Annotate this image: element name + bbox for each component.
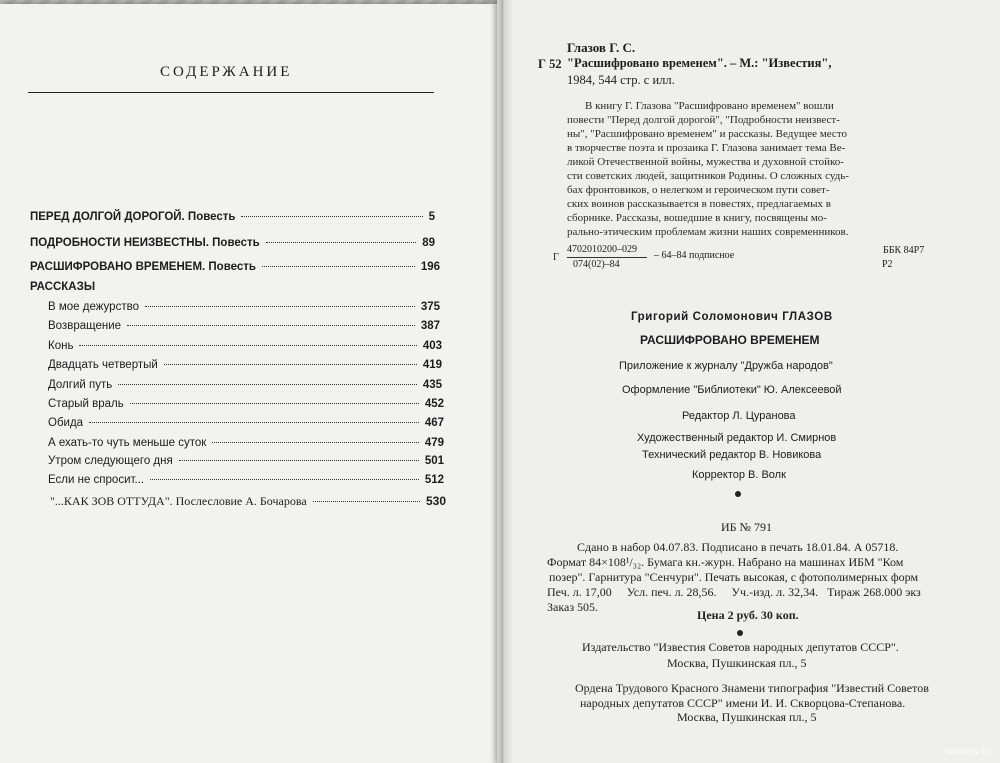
story-page: 512 [424, 474, 444, 486]
imprint-line: позер". Гарнитура "Сенчури". Печать высокая, с фотополимерных форм [549, 570, 919, 584]
book-title: РАСШИФРОВАНО ВРЕМЕНЕМ [640, 333, 820, 347]
leader-dots [130, 403, 419, 404]
printer-line: Ордена Трудового Красного Знамени типография "Известий Советов [575, 681, 929, 695]
imprint-line: Формат 84×108¹/₃₂. Бумага кн.-журн. Набрано на машинах ИБМ "Ком [547, 555, 904, 569]
story-entry [48, 417, 444, 429]
annotation-line: ских воинов рассказывается в повестях, предлагаемых в [567, 198, 831, 210]
afterword-entry [50, 494, 446, 509]
leader-dots [164, 364, 417, 365]
imprint-line: Печ. л. 17,00 Усл. печ. л. 28,56. Уч.-изд. л. 32,34. Тираж 268.000 экз [547, 585, 921, 599]
publication-line: 1984, 544 стр. с илл. [567, 73, 675, 87]
annotation-line: в творчестве поэта и прозаика Г. Глазова занимает тема Ве- [567, 142, 846, 154]
story-page: 435 [422, 379, 442, 391]
story-title: Долгий путь [48, 379, 113, 391]
supplement-line: Приложение к журналу "Дружба народов" [619, 360, 833, 372]
index-denominator: 074(02)–84 [573, 259, 620, 270]
left-page [0, 4, 500, 763]
story-entry [48, 340, 442, 352]
toc-entry-page: 5 [428, 211, 435, 223]
story-title: Если не спросит... [48, 474, 145, 486]
annotation-line: повести "Перед долгой дорогой", "Подробности неизвест- [567, 114, 840, 126]
author-short: Глазов Г. С. [567, 40, 636, 55]
leader-dots [179, 460, 419, 461]
toc-entry-page: 89 [422, 237, 435, 249]
story-page: 479 [424, 437, 444, 449]
imprint-line: Заказ 505. [547, 600, 599, 614]
printer-address: Москва, Пушкинская пл., 5 [677, 710, 817, 724]
toc-entry-label: РАСШИФРОВАНО ВРЕМЕНЕМ. Повесть [30, 261, 256, 273]
annotation-line: ликой Отечественной войны, мужества и духовной стойко- [567, 156, 844, 168]
leader-dots [89, 422, 419, 423]
story-entry [48, 474, 444, 486]
corrector-credit: Корректор В. Волк [692, 469, 786, 481]
story-entry [48, 455, 444, 467]
class-code: Г 52 [538, 57, 562, 71]
annotation-line: сборнике. Рассказы, вошедшие в книгу, посвящены мо- [567, 212, 827, 224]
leader-dots [118, 384, 417, 385]
story-page: 467 [424, 417, 444, 429]
story-title: Обида [48, 417, 84, 429]
toc-entry [30, 261, 440, 273]
annotation-line: рально-этическим проблемам жизни наших современников. [567, 226, 849, 238]
story-page: 419 [422, 359, 442, 371]
story-page: 452 [424, 398, 444, 410]
story-title: Возвращение [48, 320, 122, 332]
story-title: Старый враль [48, 398, 124, 410]
story-entry [48, 437, 444, 449]
leader-dots [262, 266, 415, 267]
story-entry [48, 320, 440, 332]
story-title: В мое дежурство [48, 301, 139, 313]
leader-dots [313, 501, 420, 502]
story-page: 375 [420, 301, 440, 313]
story-title: Конь [48, 340, 74, 352]
afterword-label: "...КАК ЗОВ ОТТУДА". Послесловие А. Бочарова [50, 494, 307, 508]
annotation-line: бах фронтовиков, о нелегком и героическом пути совет- [567, 184, 830, 196]
story-entry [48, 398, 444, 410]
right-page [497, 0, 1000, 763]
art-editor-credit: Художественный редактор И. Смирнов [637, 432, 837, 444]
publisher-line: Издательство "Известия Советов народных депутатов СССР". [582, 640, 899, 654]
price: Цена 2 руб. 30 коп. [697, 608, 799, 622]
tech-editor-credit: Технический редактор В. Новикова [642, 449, 822, 461]
ib-number: ИБ № 791 [721, 520, 773, 534]
annotation-line: ны", "Расшифровано временем" и рассказы. Ведущее место [567, 128, 847, 140]
imprint-line: Сдано в набор 04.07.83. Подписано в печать 18.01.84. А 05718. [577, 540, 899, 554]
story-page: 501 [424, 455, 444, 467]
leader-dots [127, 325, 415, 326]
index-suffix: – 64–84 подписное [654, 250, 735, 261]
bbk-code-2: Р2 [882, 259, 893, 270]
story-entry [48, 359, 442, 371]
leader-dots [145, 306, 415, 307]
toc-rule [28, 92, 434, 93]
story-page: 387 [420, 320, 440, 332]
watermark: www.ay.by [944, 746, 992, 757]
bbk-code: ББК 84Р7 [883, 245, 925, 256]
printer-line: народных депутатов СССР" имени И. И. Скворцова-Степанова. [580, 696, 906, 710]
title-line: "Расшифровано временем". – М.: "Известия", [567, 56, 832, 70]
toc-entry [30, 237, 435, 249]
toc-entry [30, 211, 435, 223]
bullet-divider [735, 491, 741, 497]
story-title: Утром следующего дня [48, 455, 173, 467]
publisher-address: Москва, Пушкинская пл., 5 [667, 656, 807, 670]
editor-credit: Редактор Л. Цуранова [682, 410, 796, 422]
toc-title: СОДЕРЖАНИЕ [160, 64, 293, 80]
author-full: Григорий Соломонович ГЛАЗОВ [631, 311, 833, 323]
stories-heading: РАССКАЗЫ [30, 281, 96, 293]
leader-dots [212, 442, 419, 443]
index-prefix: Г [553, 252, 559, 263]
story-title: Двадцать четвертый [48, 359, 158, 371]
toc-entry-label: ПОДРОБНОСТИ НЕИЗВЕСТНЫ. Повесть [30, 237, 260, 249]
bullet-divider [737, 630, 743, 636]
toc-entry-page: 196 [420, 261, 440, 273]
leader-dots [241, 216, 422, 217]
story-page: 403 [422, 340, 442, 352]
toc-entry-label: ПЕРЕД ДОЛГОЙ ДОРОГОЙ. Повесть [30, 211, 236, 223]
story-entry [48, 379, 442, 391]
leader-dots [79, 345, 416, 346]
leader-dots [150, 479, 419, 480]
book-gutter [490, 0, 514, 763]
fraction-bar [567, 257, 647, 258]
annotation-line: В книгу Г. Глазова "Расшифровано временем" вошли [585, 100, 834, 112]
story-title: А ехать-то чуть меньше суток [48, 437, 207, 449]
index-numerator: 4702010200–029 [567, 244, 637, 255]
story-entry [48, 301, 440, 313]
afterword-page: 530 [425, 494, 446, 508]
annotation-line: сти советских людей, защитников Родины. О сложных судь- [567, 170, 849, 182]
leader-dots [266, 242, 417, 243]
design-credit: Оформление "Библиотеки" Ю. Алексеевой [622, 384, 842, 396]
